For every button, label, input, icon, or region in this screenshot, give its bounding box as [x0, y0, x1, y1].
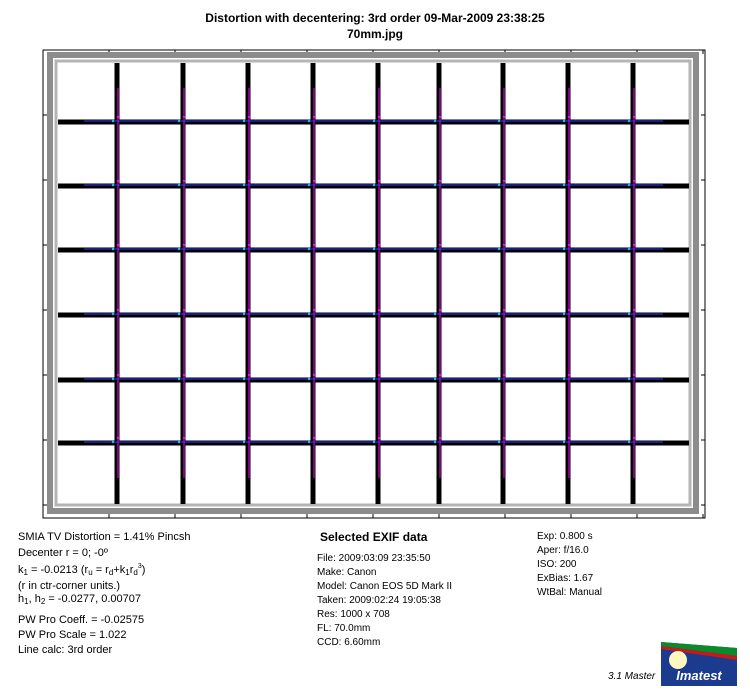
- h-values: $h_1$, $h_2 = -0.0277$, 0.00707: [18, 593, 141, 606]
- imatest-logo: [661, 638, 737, 686]
- grid-point: [434, 441, 436, 443]
- grid-point: [434, 248, 436, 250]
- grid-point: [248, 244, 250, 246]
- grid-point: [628, 248, 630, 250]
- grid-point: [563, 378, 565, 380]
- grid-point: [112, 184, 114, 186]
- grid-point: [308, 378, 310, 380]
- units-note: (r in ctr-corner units.): [18, 580, 121, 592]
- grid-point: [112, 441, 114, 443]
- grid-point: [243, 184, 245, 186]
- grid-point: [183, 244, 185, 246]
- grid-point: [117, 437, 119, 439]
- grid-point: [439, 180, 441, 182]
- grid-point: [243, 248, 245, 250]
- grid-point: [183, 437, 185, 439]
- grid-point: [378, 309, 380, 311]
- grid-point: [568, 374, 570, 376]
- grid-point: [628, 441, 630, 443]
- grid-point: [313, 374, 315, 376]
- exif-make: Make: Canon: [317, 567, 377, 578]
- grid-point: [563, 248, 565, 250]
- grid-point: [439, 437, 441, 439]
- grid-point: [498, 120, 500, 122]
- chart-title: Distortion with decentering: 3rd order 09-Mar-2009 23:38:25: [205, 11, 545, 25]
- grid-point: [373, 378, 375, 380]
- grid-point: [378, 374, 380, 376]
- grid-point: [178, 184, 180, 186]
- grid-point: [563, 184, 565, 186]
- grid-point: [373, 120, 375, 122]
- grid-point: [183, 116, 185, 118]
- grid-point: [248, 374, 250, 376]
- exif-model: Model: Canon EOS 5D Mark II: [317, 581, 453, 592]
- logo-text: Imatest: [676, 668, 722, 683]
- grid-point: [439, 116, 441, 118]
- grid-point: [568, 437, 570, 439]
- grid-point: [568, 116, 570, 118]
- grid-point: [633, 437, 635, 439]
- grid-point: [378, 180, 380, 182]
- grid-point: [313, 180, 315, 182]
- grid-point: [378, 116, 380, 118]
- grid-point: [628, 120, 630, 122]
- grid-point: [563, 313, 565, 315]
- grid-point: [503, 116, 505, 118]
- exif-exbias: ExBias: 1.67: [537, 573, 594, 584]
- grid-point: [243, 120, 245, 122]
- pw-pro-coeff: PW Pro Coeff. = -0.02575: [18, 614, 145, 626]
- grid-point: [117, 180, 119, 182]
- grid-point: [434, 184, 436, 186]
- grid-point: [178, 313, 180, 315]
- grid-point: [243, 378, 245, 380]
- grid-point: [313, 309, 315, 311]
- grid-point: [308, 248, 310, 250]
- grid-point: [373, 184, 375, 186]
- grid-point: [117, 374, 119, 376]
- grid-point: [117, 116, 119, 118]
- grid-point: [503, 180, 505, 182]
- grid-point: [439, 309, 441, 311]
- grid-point: [308, 313, 310, 315]
- decenter-value: Decenter r = 0; -0º: [18, 547, 108, 559]
- smia-distortion: SMIA TV Distortion = 1.41% Pincsh: [18, 531, 191, 543]
- grid-point: [498, 441, 500, 443]
- grid-point: [248, 437, 250, 439]
- grid-point: [568, 309, 570, 311]
- grid-point: [178, 248, 180, 250]
- chart-filename: 70mm.jpg: [346, 27, 403, 41]
- grid-point: [308, 441, 310, 443]
- grid-point: [112, 248, 114, 250]
- grid-point: [568, 244, 570, 246]
- grid-point: [248, 309, 250, 311]
- grid-point: [112, 378, 114, 380]
- grid-point: [503, 309, 505, 311]
- exif-aperture: Aper: f/16.0: [537, 545, 589, 556]
- exif-wtbal: WtBal: Manual: [537, 587, 603, 598]
- grid-point: [628, 313, 630, 315]
- exif-taken: Taken: 2009:02:24 19:05:38: [317, 595, 441, 606]
- grid-point: [563, 441, 565, 443]
- grid-point: [178, 120, 180, 122]
- exif-exposure: Exp: 0.800 s: [537, 531, 593, 542]
- grid-point: [633, 116, 635, 118]
- grid-point: [498, 248, 500, 250]
- grid-point: [178, 441, 180, 443]
- grid-point: [117, 309, 119, 311]
- grid-point: [112, 313, 114, 315]
- grid-point: [178, 378, 180, 380]
- line-calc: Line calc: 3rd order: [18, 644, 113, 656]
- grid-point: [434, 378, 436, 380]
- exif-ccd: CCD: 6.60mm: [317, 637, 381, 648]
- grid-point: [439, 374, 441, 376]
- grid-point: [503, 437, 505, 439]
- grid-point: [498, 378, 500, 380]
- grid-point: [313, 437, 315, 439]
- grid-point: [563, 120, 565, 122]
- grid-point: [439, 244, 441, 246]
- grid-point: [434, 120, 436, 122]
- grid-point: [117, 244, 119, 246]
- grid-point: [628, 184, 630, 186]
- grid-point: [568, 180, 570, 182]
- grid-point: [633, 180, 635, 182]
- grid-point: [183, 309, 185, 311]
- grid-point: [633, 309, 635, 311]
- grid-point: [313, 244, 315, 246]
- grid-point: [503, 374, 505, 376]
- exif-heading: Selected EXIF data: [320, 530, 428, 544]
- version-label: 3.1 Master: [608, 671, 656, 682]
- grid-point: [503, 244, 505, 246]
- grid-point: [112, 120, 114, 122]
- exif-res: Res: 1000 x 708: [317, 609, 390, 620]
- exif-file: File: 2009:03:09 23:35:50: [317, 553, 431, 564]
- grid-point: [378, 244, 380, 246]
- pw-pro-scale: PW Pro Scale = 1.022: [18, 629, 127, 641]
- grid-point: [434, 313, 436, 315]
- grid-point: [633, 374, 635, 376]
- grid-point: [633, 244, 635, 246]
- grid-point: [243, 313, 245, 315]
- grid-point: [308, 120, 310, 122]
- exif-iso: ISO: 200: [537, 559, 577, 570]
- exif-fl: FL: 70.0mm: [317, 623, 371, 634]
- grid-point: [498, 184, 500, 186]
- k1-value: $k_1 = -0.0213$ $(r_u = r_d+k_1r_d^3)$: [18, 563, 146, 577]
- grid-point: [498, 313, 500, 315]
- grid-point: [183, 180, 185, 182]
- grid-point: [378, 437, 380, 439]
- grid-point: [628, 378, 630, 380]
- grid-point: [373, 313, 375, 315]
- grid-point: [373, 441, 375, 443]
- grid-point: [308, 184, 310, 186]
- grid-point: [243, 441, 245, 443]
- grid-point: [183, 374, 185, 376]
- grid-point: [248, 116, 250, 118]
- grid-point: [373, 248, 375, 250]
- grid-point: [248, 180, 250, 182]
- grid-point: [313, 116, 315, 118]
